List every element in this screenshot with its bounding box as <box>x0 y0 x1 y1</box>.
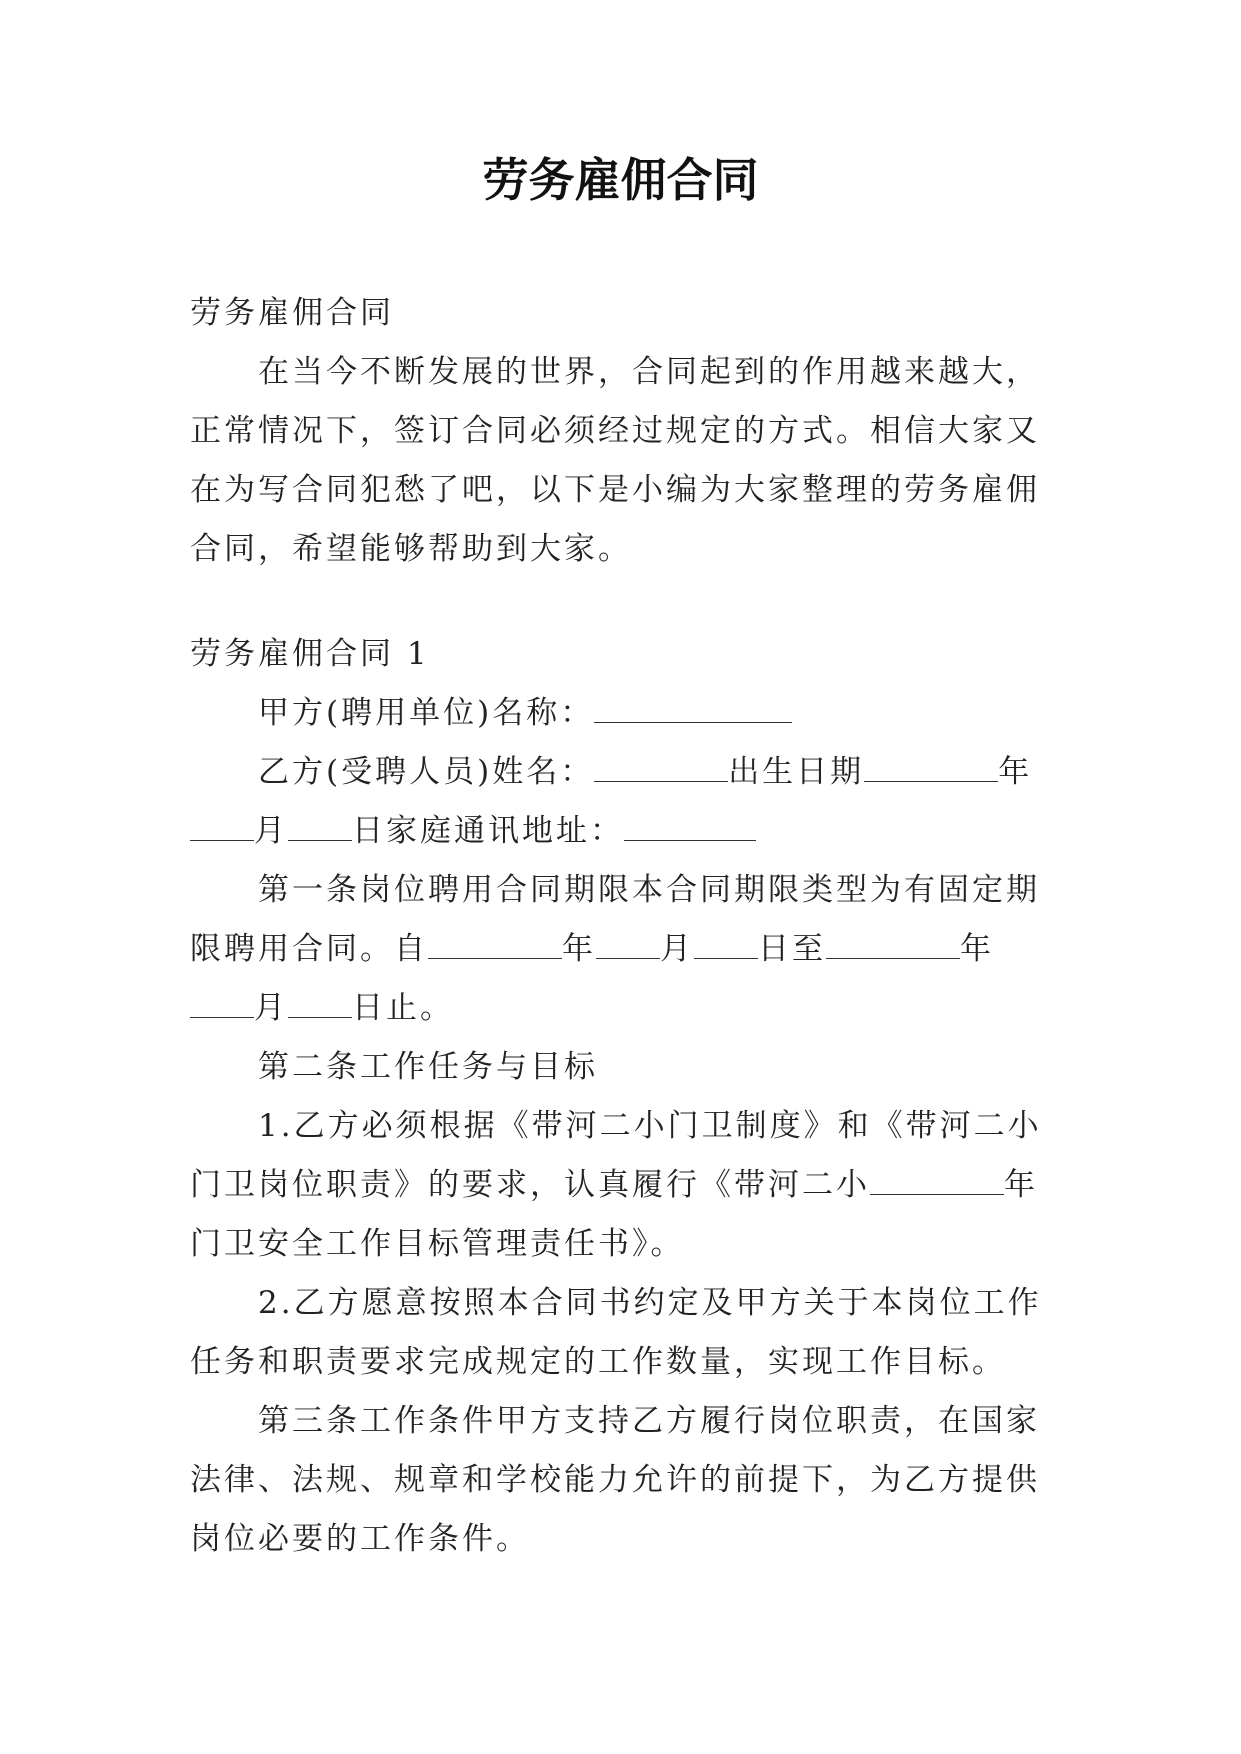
document-title: 劳务雇佣合同 <box>482 153 759 207</box>
party-b-birth-label: 出生日期 <box>728 754 865 790</box>
party-b-label: 乙方(受聘人员)姓名： <box>258 754 595 790</box>
article-1-year2: 年 <box>960 931 994 967</box>
end-year-blank <box>826 932 960 959</box>
article-1-lead: 第一条岗位聘用合同期限本合同期限类型为有固定期限聘用合同。自 <box>190 872 1040 967</box>
end-month-blank <box>190 991 254 1018</box>
party-b-year: 年 <box>998 754 1033 790</box>
document-body <box>190 284 1050 1569</box>
spacer <box>190 579 1050 625</box>
intro-paragraph: 在当今不断发展的世界，合同起到的作用越来越大，正常情况下，签订合同必须经过规定的方式。相信大家又在为写合同犯愁了吧，以下是小编为大家整理的劳务雇佣合同，希望能够帮助到大家。 <box>190 354 1040 567</box>
start-month-blank <box>596 932 660 959</box>
item-1-lead: 1.乙方必须根据《带河二小门卫制度》和《带河二小门卫岗位职责》的要求，认真履行《带河二小 <box>190 1108 1042 1203</box>
article-1-year: 年 <box>562 931 596 967</box>
party-b-day-address: 日家庭通讯地址： <box>352 813 624 849</box>
item-2: 2.乙方愿意按照本合同书约定及甲方关于本岗位工作任务和职责要求完成规定的工作数量，实现工作目标。 <box>190 1285 1042 1380</box>
party-b-address-blank <box>624 814 756 841</box>
party-b-birth-year-blank <box>864 755 998 782</box>
article-2-heading: 第二条工作任务与目标 <box>258 1049 598 1085</box>
party-b-line <box>190 743 1050 861</box>
start-year-blank <box>428 932 562 959</box>
start-day-blank <box>694 932 758 959</box>
party-a-label: 甲方(聘用单位)名称： <box>258 695 595 731</box>
item-1-year-blank <box>870 1168 1004 1195</box>
article-1-month2: 月 <box>254 990 288 1026</box>
party-b-birth-month-blank <box>190 814 254 841</box>
item-1-tail: 年门卫安全工作目标管理责任书》。 <box>190 1167 1038 1262</box>
section-heading: 劳务雇佣合同 1 <box>190 636 430 672</box>
party-b-month: 月 <box>254 813 288 849</box>
article-1-day-to: 日至 <box>758 931 826 967</box>
party-a-line <box>190 684 1050 743</box>
party-b-name-blank <box>594 755 728 782</box>
article-1-month: 月 <box>660 931 694 967</box>
party-a-name-blank <box>594 696 792 723</box>
article-3: 第三条工作条件甲方支持乙方履行岗位职责，在国家法律、法规、规章和学校能力允许的前提下，为乙方提供岗位必要的工作条件。 <box>190 1403 1040 1557</box>
heading: 劳务雇佣合同 <box>190 295 394 331</box>
item-1 <box>190 1097 1050 1274</box>
party-b-birth-day-blank <box>288 814 352 841</box>
article-1-end: 日止。 <box>352 990 454 1026</box>
article-1 <box>190 861 1050 1038</box>
end-day-blank <box>288 991 352 1018</box>
